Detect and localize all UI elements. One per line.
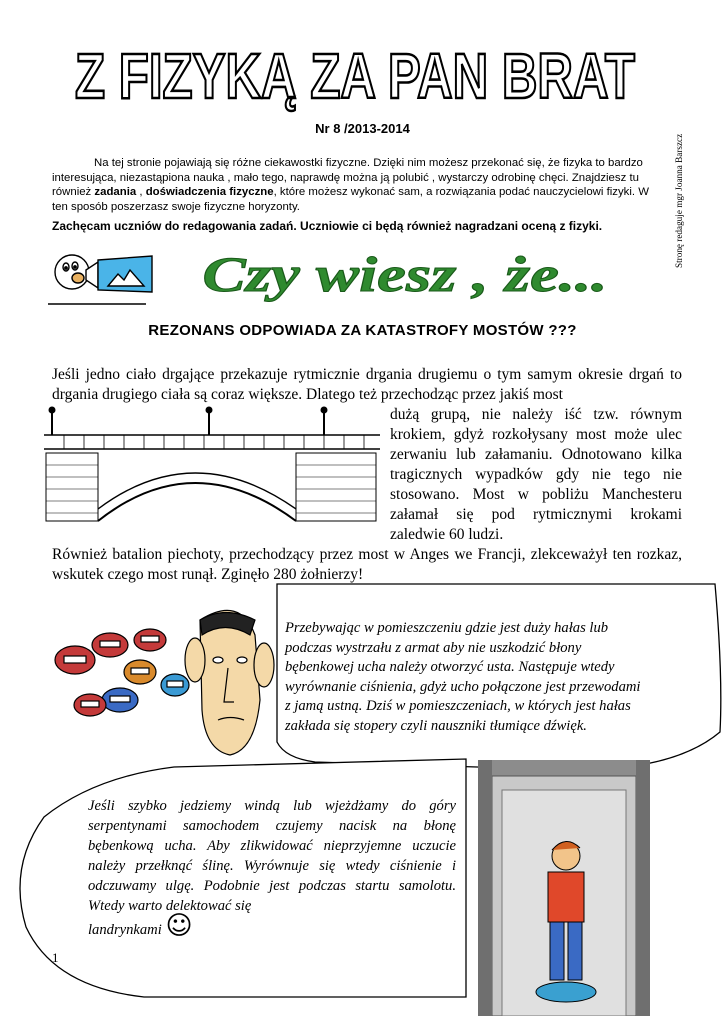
- noise-faces-illustration: [50, 590, 280, 760]
- resonance-paragraph-end: Również batalion piechoty, przechodzący przez most w Anges we Francji, zlekceważył ten rozkaz, wskutek czego most runął. Zginęło 280 żołnierzy!: [52, 546, 682, 583]
- bubble-ear-pressure-text: Przebywając w pomieszczeniu gdzie jest duży hałas lub podczas wystrzału z armat aby nie uszkodzić błony bębenkowej ucha należy otworzyć usta. Następuje wtedy wyrównanie ciśnienia, gdyż ucho połączone jest przewodami z jamą ustną. Dziś w pomieszczeniach, w których jest hałas zakłada się stopery czyli nauszniki tłumiące dźwięk.: [285, 620, 641, 734]
- resonance-paragraph-wrap: dużą grupą, nie należy iść tzw. równym krokiem, gdyż rozkołysany most może ulec zerwaniu lub załamaniu. Odnotowano kilka tragicznych wypadków gdy nie tego nie stosowano. Most w pobliżu Manchesteru załamał się pod rytmicznymi krokami zaledwie 60 ludzi.: [390, 406, 682, 543]
- intro-bold-tasks: zadania: [94, 186, 137, 199]
- did-you-know-title: [195, 246, 615, 304]
- intro-text-a: Na tej stronie pojawiają się różne ciekawostki fizyczne. Dzięki nim możesz przekonać się, że fizyka to bardzo interesująca, niezastąpiona nauka , mało tego, naprawdę można ją polubić , wystarczy odrobinę chęci. Znajdziesz tu również: [52, 157, 643, 199]
- issue-number: Nr 8 /2013-2014: [315, 121, 410, 136]
- intro-text-b: ,: [136, 186, 146, 199]
- bubble-elevator-text: [88, 796, 456, 940]
- section-heading: REZONANS ODPOWIADA ZA KATASTROFY MOSTÓW ???: [148, 322, 577, 339]
- intro-bold-experiments: doświadczenia fizyczne: [145, 186, 274, 199]
- did-you-know-text: Czy wiesz , że...: [202, 246, 608, 302]
- masthead-title-text: Z FIZYKĄ ZA PAN BRAT: [75, 40, 635, 112]
- bubble-elevator-last-word: landrynkami: [88, 922, 162, 938]
- intro-paragraph: [52, 156, 658, 214]
- page-number: 1: [52, 950, 59, 965]
- encourage-line: Zachęcam uczniów do redagowania zadań. Uczniowie ci będą również nagradzani oceną z fizyki.: [52, 219, 603, 233]
- intro-text-c: , które możesz wykonać sam, a rozwiązania podać nauczycielowi fizyki. W ten sposób poszerzasz swoje fizyczne horyzonty.: [52, 186, 649, 213]
- side-credit-text: Stronę redaguje mgr Joanna Barszcz: [674, 133, 684, 268]
- resonance-paragraph-top: Jeśli jedno ciało drgające przekazuje rytmicznie drgania drugiemu o tym samym okresie drgań to drgania drugiego ciała są coraz większe. Dlatego też przechodząc przez jakiś most: [52, 366, 682, 403]
- smiley-icon: ☺: [165, 911, 193, 941]
- bridge-illustration: [44, 405, 380, 523]
- masthead-title: [70, 28, 640, 116]
- side-credit: [672, 120, 686, 270]
- shouting-mascot-illustration: [48, 248, 158, 308]
- elevator-illustration: [478, 760, 650, 1016]
- bubble-elevator-body: Jeśli szybko jedziemy windą lub wjeżdżamy do góry serpentynami samochodem czujemy nacisk na błonę bębenkową ucha. Aby zlikwidować nieprzyjemne uczucie należy przełknąć ślinę. Wyrównuje się wtedy ciśnienie i odczuwamy ulgę. Podobnie jest podczas startu samolotu. Wtedy warto delektować się: [88, 798, 456, 914]
